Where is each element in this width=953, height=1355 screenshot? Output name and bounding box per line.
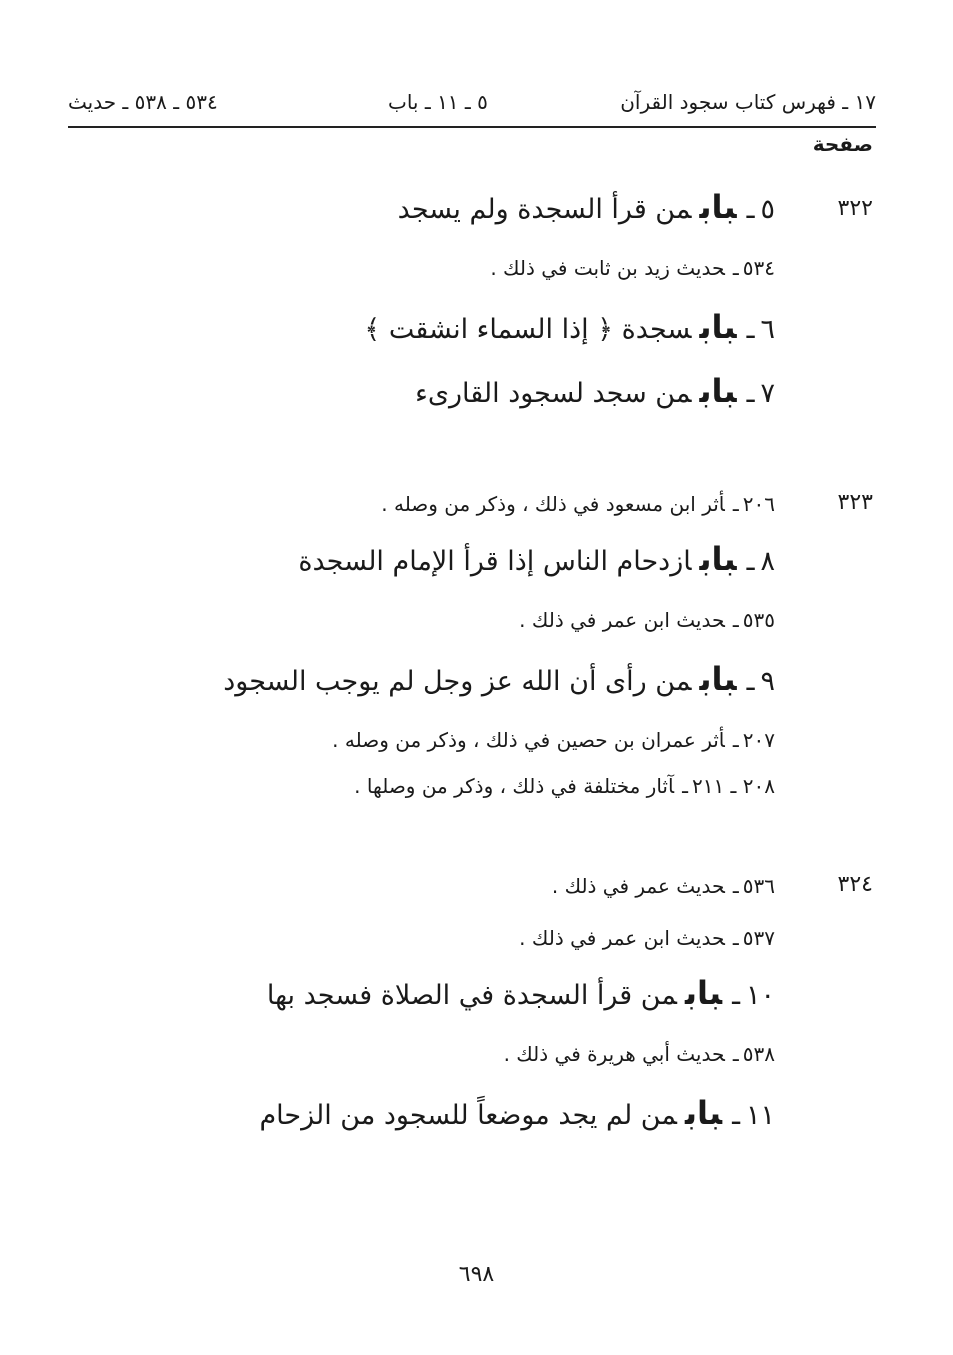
separator: ـ (732, 874, 739, 898)
hadith-number: ٥٣٨ (742, 1042, 775, 1066)
separator: ـ (682, 774, 688, 798)
separator: ـ (732, 492, 739, 516)
bab-number: ١٠ (745, 980, 775, 1011)
separator: ـ (732, 1042, 739, 1066)
bab-title: من رأى أن الله عز وجل لم يوجب السجود (223, 666, 692, 697)
separator: ـ (746, 314, 755, 345)
bab-entry-8 (298, 540, 775, 578)
separator: ـ (732, 256, 739, 280)
separator: ـ (746, 194, 755, 225)
bab-entry-7 (415, 372, 775, 410)
bab-title: من قرأ السجدة في الصلاة فسجد بها (266, 980, 677, 1011)
hadith-title: حديث ابن عمر في ذلك . (519, 608, 725, 632)
hadith-number: ٥٣٥ (742, 608, 775, 632)
page-column-label: صفحة (812, 132, 873, 156)
bab-title: من قرأ السجدة ولم يسجد (397, 194, 692, 225)
athar-title: أثر عمران بن حصين في ذلك ، وذكر من وصله . (332, 728, 725, 752)
separator: ـ (732, 926, 739, 950)
athar-number-range: ٢٠٨ ـ ٢١١ (691, 774, 775, 798)
separator: ـ (732, 608, 739, 632)
bab-number: ٥ (760, 194, 775, 225)
running-header (68, 84, 876, 128)
bab-word: باب (684, 1094, 723, 1132)
bab-entry-9 (223, 660, 775, 698)
bab-title: من لم يجد موضعاً للسجود من الزحام (259, 1100, 677, 1131)
hadith-entry-534 (490, 256, 775, 280)
bab-title: سجدة ﴿ إذا السماء انشقت ﴾ (364, 314, 692, 345)
athar-entry-206 (381, 492, 775, 516)
bab-number: ٦ (760, 314, 775, 345)
bab-title: ازدحام الناس إذا قرأ الإمام السجدة (298, 546, 692, 577)
bab-word: باب (699, 660, 737, 698)
bab-entry-10 (267, 974, 775, 1012)
bab-title: من سجد لسجود القارىء (415, 378, 692, 409)
bab-word: باب (699, 188, 737, 226)
bab-number: ٧ (760, 378, 775, 409)
bab-entry-6 (364, 308, 775, 346)
bab-entry-11 (259, 1094, 775, 1132)
separator: ـ (732, 728, 739, 752)
separator: ـ (746, 666, 755, 697)
hadith-entry-538 (504, 1042, 775, 1066)
athar-number: ٢٠٦ (742, 492, 775, 516)
hadith-title: حديث زيد بن ثابت في ذلك . (490, 256, 725, 280)
athar-number: ٢٠٧ (742, 728, 775, 752)
hadith-number: ٥٣٧ (742, 926, 775, 950)
separator: ـ (732, 1100, 740, 1131)
athar-title: آثار مختلفة في ذلك ، وذكر من وصلها . (354, 774, 675, 798)
hadith-entry-535 (519, 608, 775, 632)
page-number: ٦٩٨ (458, 1262, 495, 1287)
bab-number: ٩ (760, 666, 775, 697)
hadith-number: ٥٣٦ (742, 874, 775, 898)
athar-entry-207 (332, 728, 775, 752)
bab-word: باب (699, 308, 737, 346)
hadith-entry-537 (519, 926, 775, 950)
hadith-title: حديث عمر في ذلك . (551, 874, 725, 898)
page-ref-324: ٣٢٤ (837, 872, 873, 897)
hadith-title: حديث أبي هريرة في ذلك . (503, 1042, 725, 1066)
bab-entry-5 (398, 188, 775, 226)
separator: ـ (746, 546, 755, 577)
athar-entry-208-211 (354, 774, 775, 798)
hadith-entry-536 (552, 874, 775, 898)
separator: ـ (732, 980, 740, 1011)
athar-title: أثر ابن مسعود في ذلك ، وذكر من وصله . (381, 492, 725, 516)
hadith-number: ٥٣٤ (742, 256, 775, 280)
hadith-title: حديث ابن عمر في ذلك . (519, 926, 725, 950)
bab-word: باب (684, 974, 723, 1012)
separator: ـ (746, 378, 755, 409)
header-bab-range: ٥ ـ ١١ ـ باب (388, 90, 488, 114)
bab-word: باب (699, 540, 737, 578)
page-ref-322: ٣٢٢ (837, 196, 873, 221)
bab-number: ١١ (745, 1100, 775, 1131)
header-chapter-title: ١٧ ـ فهرس كتاب سجود القرآن (620, 90, 876, 114)
bab-number: ٨ (760, 546, 775, 577)
page-ref-323: ٣٢٣ (837, 490, 873, 515)
bab-word: باب (699, 372, 737, 410)
header-hadith-range: ٥٣٤ ـ ٥٣٨ ـ حديث (68, 90, 218, 114)
